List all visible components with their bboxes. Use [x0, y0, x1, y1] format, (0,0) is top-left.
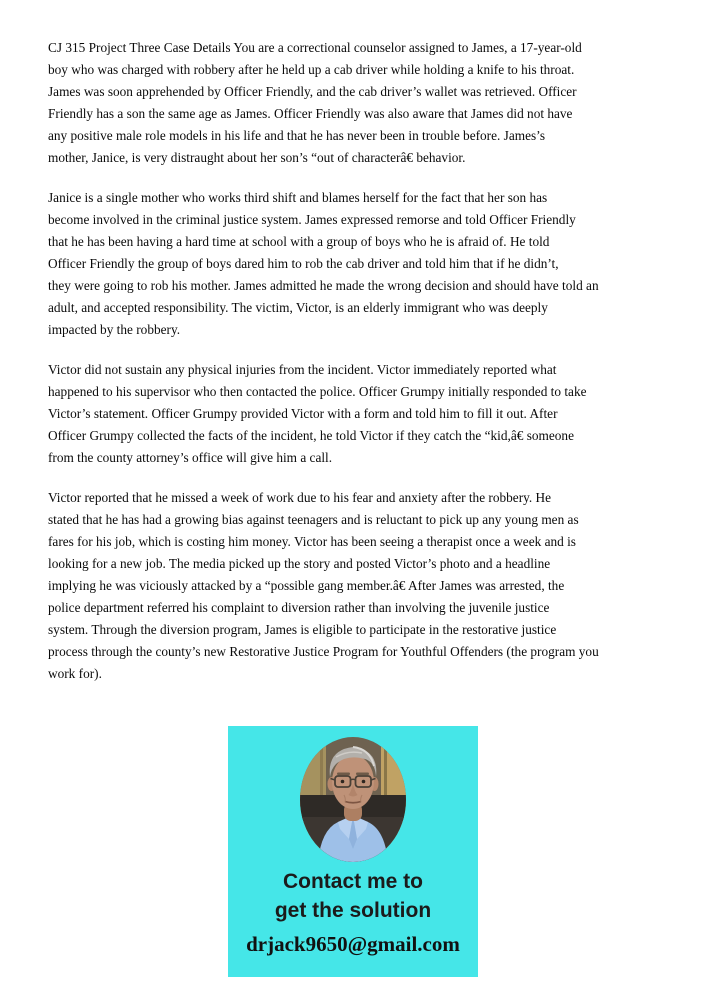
- promo-box: [228, 726, 478, 977]
- text-line: happened to his supervisor who then contacted the police. Officer Grumpy initially responded to take: [48, 384, 587, 399]
- text-line: they were going to rob his mother. James admitted he made the wrong decision and should have told an: [48, 278, 599, 293]
- text-line: Victor’s statement. Officer Grumpy provided Victor with a form and told him to fill it out. After: [48, 406, 558, 421]
- text-line: Victor reported that he missed a week of work due to his fear and anxiety after the robbery. He: [48, 490, 552, 505]
- text-line: fares for his job, which is costing him money. Victor has been seeing a therapist once a week and is: [48, 534, 576, 549]
- text-line: Janice is a single mother who works third shift and blames herself for the fact that her son has: [48, 190, 548, 205]
- text-line: that he has been having a hard time at school with a group of boys who he is afraid of. He told: [48, 234, 550, 249]
- text-line: looking for a new job. The media picked up the story and posted Victor’s photo and a headline: [48, 556, 551, 571]
- text-line: from the county attorney’s office will give him a call.: [48, 450, 333, 465]
- paragraph-victor-impact: [48, 487, 648, 685]
- text-line: James was soon apprehended by Officer Friendly, and the cab driver’s wallet was retrieved. Officer: [48, 84, 577, 99]
- promo-email: drjack9650@gmail.com: [246, 932, 460, 956]
- text-line: stated that he has had a growing bias against teenagers and is reluctant to pick up any young men as: [48, 512, 579, 527]
- text-line: mother, Janice, is very distraught about her son’s “out of characterâ€ behavior.: [48, 150, 466, 165]
- text-line: implying he was viciously attacked by a “possible gang member.â€ After James was arrested, the: [48, 578, 565, 593]
- text-line: any positive male role models in his life and that he has never been in trouble before. James’s: [48, 128, 546, 143]
- text-line: Victor did not sustain any physical injuries from the incident. Victor immediately reported what: [48, 362, 557, 377]
- promo-heading-line1: Contact me to: [282, 870, 423, 893]
- paragraph-victor-report: [48, 359, 648, 469]
- text-line: become involved in the criminal justice system. James expressed remorse and told Officer Friendly: [48, 212, 576, 227]
- text-line: process through the county’s new Restorative Justice Program for Youthful Offenders (the program you: [48, 644, 599, 659]
- text-line: work for).: [48, 666, 102, 681]
- portrait-photo: [300, 737, 406, 862]
- text-line: system. Through the diversion program, James is eligible to participate in the restorative justice: [48, 622, 557, 637]
- promo-heading-line2: get the solution: [274, 899, 432, 922]
- text-line: boy who was charged with robbery after he held up a cab driver while holding a knife to his throat.: [48, 62, 575, 77]
- text-line: Friendly has a son the same age as James. Officer Friendly was also aware that James did not have: [48, 106, 573, 121]
- paragraph-janice: [48, 187, 648, 341]
- text-line: Officer Friendly the group of boys dared him to rob the cab driver and told him that if he didn’t,: [48, 256, 559, 271]
- paragraph-case-intro: [48, 37, 648, 169]
- text-line: adult, and accepted responsibility. The victim, Victor, is an elderly immigrant who was deeply: [48, 300, 548, 315]
- text-line: police department referred his complaint to diversion rather than involving the juvenile justice: [48, 600, 550, 615]
- text-line: CJ 315 Project Three Case Details You are a correctional counselor assigned to James, a 17-year-old: [48, 40, 582, 55]
- text-line: Officer Grumpy collected the facts of the incident, he told Victor if they catch the “kid,â€ someone: [48, 428, 574, 443]
- case-details-text: [48, 37, 648, 703]
- portrait-photo-image: [300, 737, 406, 862]
- text-line: impacted by the robbery.: [48, 322, 181, 337]
